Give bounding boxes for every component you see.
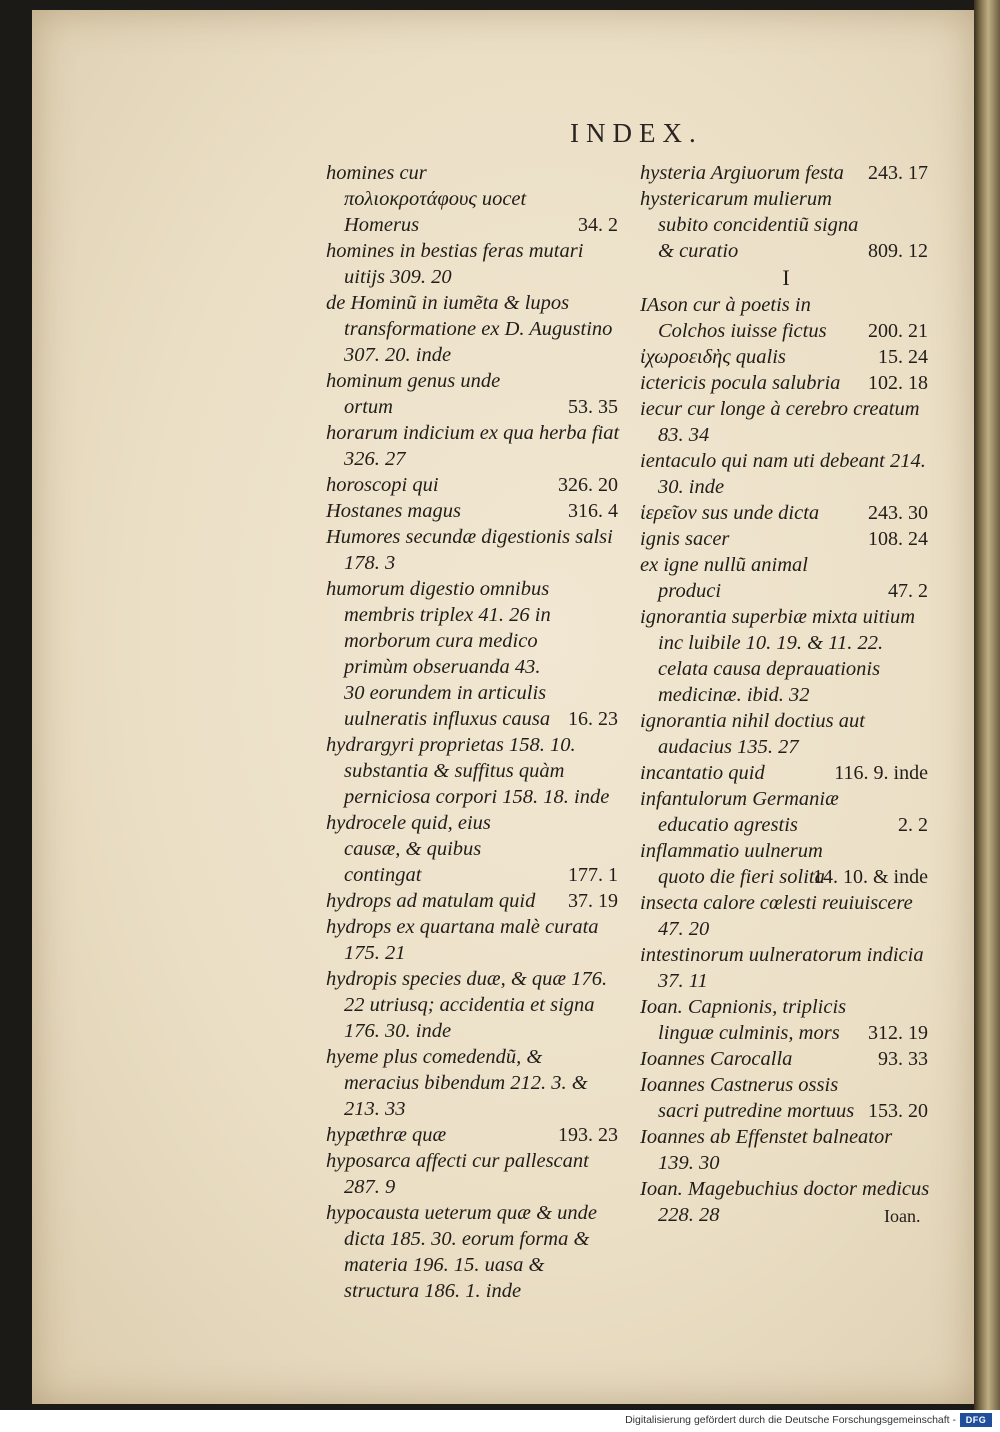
index-entry	[326, 576, 622, 732]
index-entry	[326, 1044, 622, 1122]
index-entry-reference: 116. 9. inde	[834, 762, 928, 784]
index-entry	[640, 344, 932, 370]
index-entry-text: Humores secundæ digestionis salsi 178. 3	[326, 526, 613, 574]
index-entry	[640, 552, 932, 604]
dfg-logo[interactable]: DFG	[960, 1413, 992, 1427]
index-entry	[326, 966, 622, 1044]
index-entry	[640, 160, 932, 186]
index-entry	[640, 500, 932, 526]
footer-credit: Digitalisierung gefördert durch die Deutsche Forschungsgemeinschaft -	[625, 1414, 956, 1426]
index-entry-text: Hostanes magus	[326, 500, 461, 522]
index-entry	[326, 810, 622, 888]
index-entry-text: hyposarca affecti cur pallescant 287. 9	[326, 1150, 589, 1198]
index-entry	[640, 604, 932, 708]
index-entry-text: hypæthræ quæ	[326, 1124, 447, 1146]
index-entry	[640, 890, 932, 942]
index-entry-text: iecur cur longe à cerebro creatum 83. 34	[640, 398, 920, 446]
index-entry-text: homines cur πολιοκροτάφους uocet Homerus	[326, 162, 527, 236]
book-spine	[974, 0, 1000, 1410]
index-entry-text: de Hominũ in iumẽta & lupos transformatione ex D. Augustino 307. 20. inde	[326, 292, 613, 366]
index-entry	[640, 708, 932, 760]
index-entry-text: hominum genus unde ortum	[326, 370, 501, 418]
index-entry-text: ientaculo qui nam uti debeant 214. 30. inde	[640, 450, 926, 498]
index-entry-text: hydropis species duæ, & quæ 176. 22 utriusq; accidentia et signa 176. 30. inde	[326, 968, 608, 1042]
index-entry-text: Ioan. Capnionis, triplicis linguæ culminis, mors	[640, 996, 847, 1044]
index-entry	[326, 420, 622, 472]
index-entry-reference: 14. 10. & inde	[813, 866, 928, 888]
index-entry-text: Ioannes Castnerus ossis sacri putredine mortuus	[640, 1074, 855, 1122]
index-entry-text: hypocausta ueterum quæ & unde dicta 185. 30. eorum forma & materia 196. 15. uasa & structura 186. 1. inde	[326, 1202, 598, 1302]
index-entry	[326, 160, 622, 238]
index-entry-reference: 2. 2	[898, 814, 928, 836]
index-entry	[326, 914, 622, 966]
index-entry	[640, 370, 932, 396]
section-letter: I	[782, 265, 790, 290]
index-entry	[640, 786, 932, 838]
index-entry-text: homines in bestias feras mutari uitijs 309. 20	[326, 240, 584, 288]
index-entry-reference: 243. 30	[868, 502, 928, 524]
index-entry	[326, 368, 622, 420]
index-entry-text: Ioannes Carocalla	[640, 1048, 793, 1070]
index-entry-reference: 108. 24	[868, 528, 928, 550]
index-entry-text: ex igne nullũ animal produci	[640, 554, 808, 602]
index-entry-reference: 53. 35	[568, 396, 618, 418]
index-entry-text: Ioan. Magebuchius doctor medicus 228. 28	[640, 1178, 930, 1226]
index-entry-reference: 34. 2	[578, 214, 618, 236]
index-entry-text: inflammatio uulnerum quoto die fieri solita	[640, 840, 825, 888]
index-entry-text: horoscopi qui	[326, 474, 439, 496]
index-entry	[640, 760, 932, 786]
index-entry-text: infantulorum Germaniæ educatio agrestis	[640, 788, 839, 836]
index-entry-reference: 177. 1	[568, 864, 618, 886]
index-entry-reference: 47. 2	[888, 580, 928, 602]
index-entry	[326, 238, 622, 290]
index-entry-reference: 200. 21	[868, 320, 928, 342]
index-entry	[640, 396, 932, 448]
index-entry-text: hydrocele quid, eius causæ, & quibus contingat	[326, 812, 491, 886]
index-entry-reference: 316. 4	[568, 500, 618, 522]
index-entry-text: hysteria Argiuorum festa	[640, 162, 844, 184]
index-entry-text: ignis sacer	[640, 528, 730, 550]
index-column-right	[640, 160, 932, 1228]
index-entry-reference: 243. 17	[868, 162, 928, 184]
index-entry	[640, 838, 932, 890]
index-entry-text: ictericis pocula salubria	[640, 372, 841, 394]
catchword: Ioan.	[884, 1206, 921, 1226]
index-entry	[640, 994, 932, 1046]
index-entry-text: IAson cur à poetis in Colchos iuisse fictus	[640, 294, 827, 342]
index-entry	[326, 1200, 622, 1304]
index-entry-reference: 102. 18	[868, 372, 928, 394]
index-entry-text: hydrargyri proprietas 158. 10. substantia & suffitus quàm perniciosa corpori 158. 18. inde	[326, 734, 610, 808]
index-entry-text: hydrops ad matulam quid	[326, 890, 536, 912]
index-entry-text: humorum digestio omnibus membris triplex 41. 26 in morborum cura medico primùm obseruanda 43. 30 eorundem in articulis uulneratis influxus causa	[326, 578, 551, 730]
index-entry-reference: 326. 20	[558, 474, 618, 496]
index-entry-text: hydrops ex quartana malè curata 175. 21	[326, 916, 599, 964]
index-entry-text: horarum indicium ex qua herba fiat 326. 27	[326, 422, 620, 470]
index-entry	[326, 1122, 622, 1148]
index-entry-reference: 37. 19	[568, 890, 618, 912]
index-entry-reference: 93. 33	[878, 1048, 928, 1070]
index-entry	[640, 1124, 932, 1176]
index-entry	[326, 1148, 622, 1200]
index-entry-reference: 312. 19	[868, 1022, 928, 1044]
index-entry-text: intestinorum uulneratorum indicia 37. 11	[640, 944, 924, 992]
index-entry	[326, 888, 622, 914]
index-entry-text: incantatio quid	[640, 762, 765, 784]
index-entry-text: insecta calore cœlesti reuiuiscere 47. 20	[640, 892, 913, 940]
index-entry	[640, 942, 932, 994]
index-entry	[326, 524, 622, 576]
index-entry-reference: 153. 20	[868, 1100, 928, 1122]
index-column-left	[326, 160, 622, 1304]
index-entry	[326, 732, 622, 810]
index-entry-text: ignorantia nihil doctius aut audacius 135. 27	[640, 710, 865, 758]
index-entry-text: hystericarum mulierum subito concidentiũ signa & curatio	[640, 188, 859, 262]
index-entry	[640, 526, 932, 552]
index-entry-text: ἱερεῖον sus unde dicta	[640, 502, 820, 524]
index-entry-reference: 193. 23	[558, 1124, 618, 1146]
index-entry	[326, 498, 622, 524]
index-entry	[640, 1072, 932, 1124]
index-entry-text: ignorantia superbiæ mixta uitium inc luibile 10. 19. & 11. 22. celata causa deprauationis medicinæ. ibid. 32	[640, 606, 916, 706]
index-entry	[640, 1046, 932, 1072]
index-entry-reference: 15. 24	[878, 346, 928, 368]
index-entry	[640, 186, 932, 264]
index-entry-reference: 16. 23	[568, 708, 618, 730]
index-entry	[326, 472, 622, 498]
index-entry-text: Ioannes ab Effenstet balneator 139. 30	[640, 1126, 893, 1174]
index-entry	[326, 290, 622, 368]
index-entry	[640, 448, 932, 500]
running-head: INDEX.	[570, 118, 703, 148]
index-entry-text: ἰχωροειδὴς qualis	[640, 346, 786, 368]
index-entry-reference: 809. 12	[868, 240, 928, 262]
index-entry	[640, 292, 932, 344]
index-entry-text: hyeme plus comedendũ, & meracius bibendum 212. 3. & 213. 33	[326, 1046, 588, 1120]
